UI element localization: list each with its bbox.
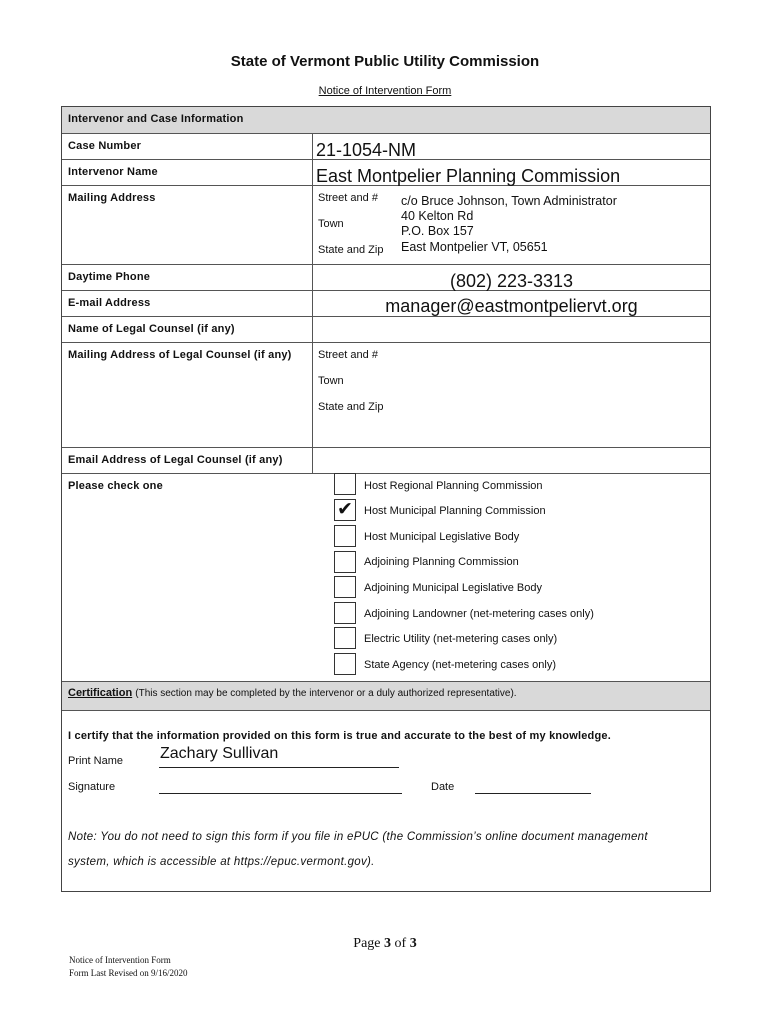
state-zip-label: State and Zip bbox=[318, 244, 384, 256]
option-checkbox-host-municipal-legislative[interactable] bbox=[334, 525, 356, 547]
option-label-state-agency: State Agency (net-metering cases only) bbox=[364, 659, 556, 671]
option-label-electric-utility: Electric Utility (net-metering cases only) bbox=[364, 633, 558, 645]
legal-counsel-name-field[interactable] bbox=[314, 318, 708, 340]
note-line-1: Note: You do not need to sign this form if you file in ePUC (the Commission’s online document management bbox=[68, 831, 648, 843]
certification-heading-note: (This section may be completed by the intervenor or a duly authorized representative). bbox=[135, 688, 517, 699]
page-of: of bbox=[394, 936, 407, 951]
option-label-host-municipal-planning: Host Municipal Planning Commission bbox=[364, 505, 546, 517]
option-label-adjoining-landowner: Adjoining Landowner (net-metering cases only) bbox=[364, 608, 594, 620]
street-label: Street and # bbox=[318, 192, 378, 204]
case-number-value[interactable]: 21-1054-NM bbox=[316, 140, 417, 160]
intervenor-name-label: Intervenor Name bbox=[68, 166, 158, 178]
check-one-label: Please check one bbox=[68, 480, 163, 492]
signature-label: Signature bbox=[68, 781, 116, 793]
page-total: 3 bbox=[409, 936, 417, 951]
print-name-label: Print Name bbox=[68, 755, 124, 767]
option-checkbox-host-regional-planning[interactable] bbox=[334, 473, 356, 495]
option-label-adjoining-planning: Adjoining Planning Commission bbox=[364, 556, 519, 568]
certification-statement: I certify that the information provided on this form is true and accurate to the best of my knowledge. bbox=[68, 730, 611, 742]
email-value[interactable]: manager@eastmontpeliervt.org bbox=[385, 296, 638, 316]
print-name-value[interactable]: Zachary Sullivan bbox=[160, 745, 279, 762]
address-line-1[interactable]: c/o Bruce Johnson, Town Administrator bbox=[401, 194, 617, 208]
option-label-host-municipal-legislative: Host Municipal Legislative Body bbox=[364, 531, 520, 543]
section-label: Intervenor and Case Information bbox=[68, 113, 244, 125]
address-line-2[interactable]: 40 Kelton Rd bbox=[401, 209, 474, 223]
counsel-state-zip-label: State and Zip bbox=[318, 401, 384, 413]
daytime-phone-value[interactable]: (802) 223-3313 bbox=[449, 271, 574, 291]
certification-title: Certification bbox=[68, 687, 133, 699]
form-subtitle: Notice of Intervention Form bbox=[318, 85, 452, 97]
legal-counsel-address-label: Mailing Address of Legal Counsel (if any) bbox=[68, 349, 292, 361]
option-checkbox-host-municipal-planning[interactable] bbox=[334, 499, 356, 521]
option-checkbox-adjoining-legislative[interactable] bbox=[334, 576, 356, 598]
page-current: 3 bbox=[384, 936, 392, 951]
email-label: E-mail Address bbox=[68, 297, 151, 309]
case-number-label: Case Number bbox=[68, 140, 142, 152]
page-title: State of Vermont Public Utility Commission bbox=[230, 53, 540, 70]
signature-field[interactable] bbox=[159, 793, 402, 794]
footer-form-name: Notice of Intervention Form bbox=[69, 955, 171, 965]
address-line-3[interactable]: P.O. Box 157 bbox=[401, 224, 474, 238]
option-checkbox-adjoining-landowner[interactable] bbox=[334, 602, 356, 624]
date-field[interactable] bbox=[475, 793, 591, 794]
intervention-form bbox=[61, 106, 711, 892]
option-checkbox-adjoining-planning[interactable] bbox=[334, 551, 356, 573]
print-name-line bbox=[159, 767, 399, 768]
option-checkbox-electric-utility[interactable] bbox=[334, 627, 356, 649]
page-number bbox=[0, 936, 770, 952]
counsel-town-label: Town bbox=[318, 375, 344, 387]
footer-revision: Form Last Revised on 9/16/2020 bbox=[69, 968, 188, 978]
option-label-adjoining-legislative: Adjoining Municipal Legislative Body bbox=[364, 582, 542, 594]
town-label: Town bbox=[318, 218, 344, 230]
mailing-address-label: Mailing Address bbox=[68, 192, 156, 204]
address-line-4[interactable]: East Montpelier VT, 05651 bbox=[401, 240, 548, 254]
checkmark-icon: ✔ bbox=[337, 499, 353, 520]
note-line-2: system, which is accessible at https://epuc.vermont.gov). bbox=[68, 856, 375, 868]
page-label: Page bbox=[353, 936, 381, 951]
intervenor-name-value[interactable]: East Montpelier Planning Commission bbox=[316, 166, 621, 186]
date-label: Date bbox=[431, 781, 455, 793]
legal-counsel-email-label: Email Address of Legal Counsel (if any) bbox=[68, 454, 283, 466]
option-checkbox-state-agency[interactable] bbox=[334, 653, 356, 675]
daytime-phone-label: Daytime Phone bbox=[68, 271, 151, 283]
legal-counsel-name-label: Name of Legal Counsel (if any) bbox=[68, 323, 235, 335]
certification-heading bbox=[68, 687, 517, 699]
option-label-host-regional-planning: Host Regional Planning Commission bbox=[364, 480, 543, 492]
counsel-street-label: Street and # bbox=[318, 349, 378, 361]
